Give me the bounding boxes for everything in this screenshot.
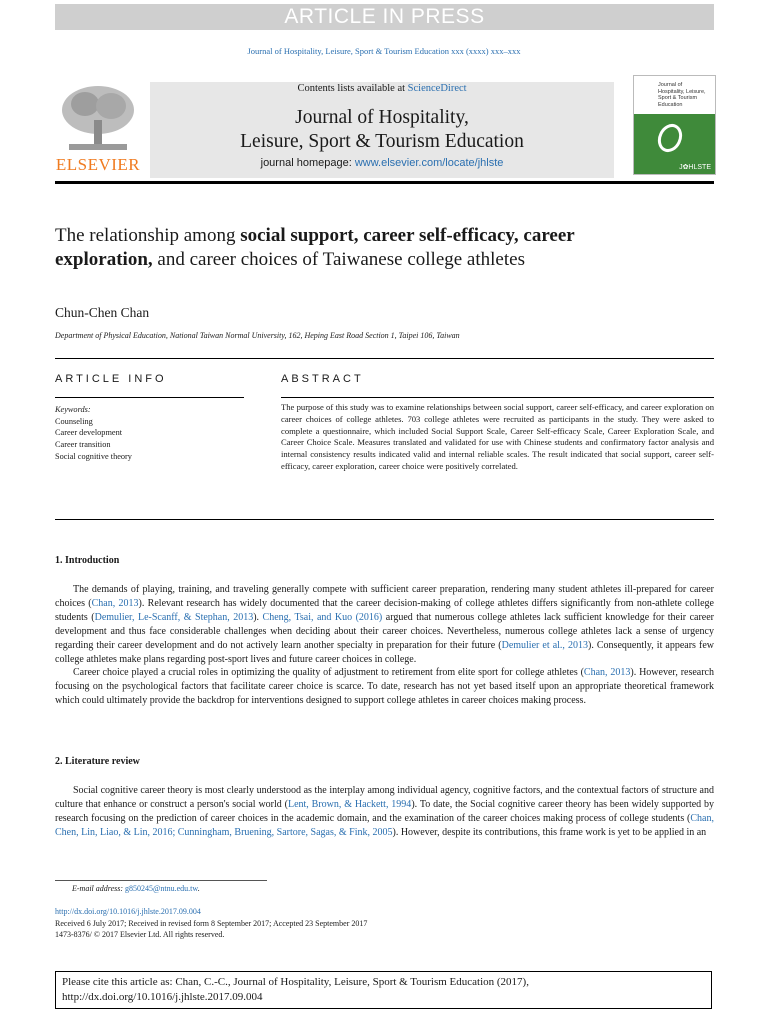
paragraph-3 xyxy=(55,784,714,840)
doi-link[interactable]: http://dx.doi.org/10.1016/j.jhlste.2017.09.004 xyxy=(55,907,201,916)
contents-prefix: Contents lists available at xyxy=(297,83,408,94)
journal-reference-link[interactable]: Journal of Hospitality, Leisure, Sport & Tourism Education xxx (xxxx) xxx–xxx xyxy=(247,46,521,56)
journal-homepage-line xyxy=(150,157,614,169)
text: The demands of playing, training, and traveling generally compete with sufficient career preparation, rendering many student athletes ill-prepared for career choices ( xyxy=(55,584,714,609)
citation-link[interactable]: Lent, Brown, & Hackett, 1994 xyxy=(287,798,412,810)
citation-line1: Please cite this article as: Chan, C.-C., Journal of Hospitality, Leisure, Sport & Tourism Education (2017), xyxy=(62,976,529,988)
author-affiliation: Department of Physical Education, National Taiwan Normal University, 162, Heping East Road Section 1, Taipei 106, Taiwan xyxy=(55,331,460,340)
article-info-rule xyxy=(55,397,244,398)
keyword: Counseling xyxy=(55,416,93,426)
cover-green-panel xyxy=(634,114,715,174)
email-suffix: . xyxy=(197,884,200,893)
keywords-label: Keywords: xyxy=(55,405,91,414)
paragraph-2 xyxy=(55,666,714,708)
text: ). xyxy=(253,611,263,623)
publication-info xyxy=(55,906,367,941)
article-info-heading: ARTICLE INFO xyxy=(55,373,167,385)
article-in-press-banner: ARTICLE IN PRESS xyxy=(55,4,714,30)
abstract-text: The purpose of this study was to examine relationships between social support, career self-efficacy, and career exploration on career choices of college athletes. 703 college athletes were recruited as participants in the study. They were asked to complete a questionnaire, which included Social Support Scale, Career Self-efficacy Scale, Career Exploration Scale, and Career Choice Scale. Measures translated and validated for use with Chinese students and confirmatory factor analysis and internal consistency results indicated valid and internal reliable scales. The result indicated that social support, career self-efficacy, career exploration, career choice were positively correlated. xyxy=(281,402,714,471)
header-rule-thick xyxy=(55,181,714,184)
homepage-link[interactable]: www.elsevier.com/locate/jhlste xyxy=(354,157,504,169)
sciencedirect-link[interactable]: ScienceDirect xyxy=(407,83,467,94)
text: ). However, despite its contributions, this frame work is yet to be applied in an xyxy=(392,826,707,838)
citation-link[interactable]: Cheng, Tsai, and Kuo (2016) xyxy=(262,611,383,623)
cover-abbreviation: J✿HLSTE xyxy=(679,164,711,171)
text: Social cognitive career theory is most clearly understood as the interplay among individual agency, cognitive factors, and the contextual factors of structure and culture that enhance or construct a person's social world ( xyxy=(55,785,714,810)
literature-review-body xyxy=(55,784,714,840)
journal-title xyxy=(150,106,614,154)
footnote-rule xyxy=(55,880,267,881)
introduction-heading: 1. Introduction xyxy=(55,555,120,566)
text: ). However, research focusing on the psychological factors that facilitate career choice is scarce. To date, research has not yet based itself upon an appropriate theoretical framework which could ultimately provide the backdrop for interventions designed to support college athletes in career choices making process. xyxy=(55,667,714,707)
citation-link[interactable]: Chan, 2013 xyxy=(91,597,139,609)
elsevier-wordmark: ELSEVIER xyxy=(55,155,141,174)
cover-title: Journal of Hospitality, Leisure, Sport & Tourism Education xyxy=(658,82,706,108)
abstract-rule xyxy=(281,397,714,398)
author-name: Chun-Chen Chan xyxy=(55,305,150,320)
journal-title-line2: Leisure, Sport & Tourism Education xyxy=(240,131,524,152)
contents-lists-line xyxy=(150,83,614,94)
citation-box xyxy=(55,971,712,1009)
abstract-heading: ABSTRACT xyxy=(281,373,364,385)
email-link[interactable]: g850245@ntnu.edu.tw xyxy=(125,884,198,893)
article-title xyxy=(55,224,615,272)
received-dates: Received 6 July 2017; Received in revised form 8 September 2017; Accepted 23 September 2017 xyxy=(55,918,368,928)
title-part-a: The relationship among xyxy=(55,225,241,246)
email-label: E-mail address: xyxy=(72,884,124,893)
copyright-line: 1473-8376/ © 2017 Elsevier Ltd. All rights reserved. xyxy=(55,930,225,939)
paragraph-1 xyxy=(55,583,714,666)
citation-link[interactable]: Demulier, Le-Scanff, & Stephan, 2013 xyxy=(94,611,254,623)
title-part-c: and career choices of Taiwanese college athletes xyxy=(152,249,525,270)
citation-link[interactable]: Demulier et al., 2013 xyxy=(501,639,588,651)
keyword: Career transition xyxy=(55,440,111,450)
email-footnote xyxy=(72,884,200,893)
text: ). Relevant research has widely documented that the career decision-making of college athletes differs significantly from non-athlete college students ( xyxy=(55,597,714,623)
citation-link[interactable]: Chan, Chen, Lin, Liao, & Lin, 2016; Cunningham, Bruening, Sartore, Sagas, & Fink, 2005 xyxy=(55,812,714,838)
keywords-block xyxy=(55,404,132,463)
introduction-body xyxy=(55,583,714,708)
keyword: Career development xyxy=(55,428,123,438)
title-part-b: social support, career self-efficacy, career exploration, xyxy=(55,225,575,270)
section-rule-top xyxy=(55,358,714,359)
keyword: Social cognitive theory xyxy=(55,451,132,461)
text: argued that numerous college athletes lack sufficient knowledge for their career development and thus face considerable challenges when deciding about their career choices. Nevertheless, numerous college athletes lack a sense of urgency regarding their career development and do not actively learn another specialty in preparation for their future ( xyxy=(55,611,715,651)
text: ). To date, the Social cognitive career theory has been widely supported by research focusing on the prediction of career choices in the academic domain, and the examination of the career choices making process of college students ( xyxy=(55,798,715,824)
journal-cover-thumbnail xyxy=(633,75,716,175)
homepage-prefix: journal homepage: xyxy=(260,157,355,169)
citation-link[interactable]: Chan, 2013 xyxy=(583,667,631,679)
journal-title-line1: Journal of Hospitality, xyxy=(295,107,469,128)
section-rule-bottom xyxy=(55,519,714,520)
literature-review-heading: 2. Literature review xyxy=(55,756,140,767)
text: Career choice played a crucial roles in optimizing the quality of adjustment to retirement from elite sport for college athletes ( xyxy=(73,667,584,679)
citation-line2[interactable]: http://dx.doi.org/10.1016/j.jhlste.2017.09.004 xyxy=(62,990,263,1003)
text: ). Consequently, it appears few college athletes make plans regarding post-sport lives and future career choices in college. xyxy=(55,639,714,665)
